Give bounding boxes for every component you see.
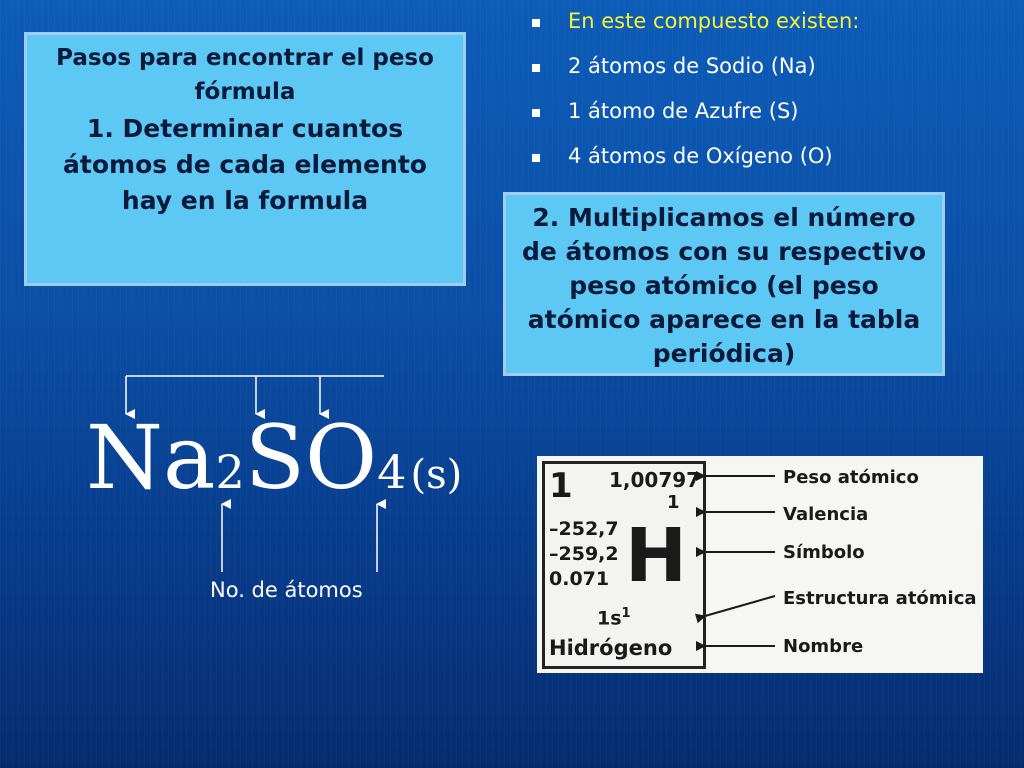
bullet-item: 2 átomos de Sodio (Na) — [530, 55, 859, 78]
atomic-weight: 1,00797 — [609, 468, 701, 492]
formula-na-count: 2 — [215, 445, 245, 499]
card-pointer-arrows — [537, 456, 983, 673]
atoms-label: No. de átomos — [210, 578, 363, 602]
atomic-number: 1 — [549, 466, 573, 506]
pointer-estructura — [705, 596, 775, 616]
formula-state: (s) — [410, 452, 463, 498]
valence: 1 — [667, 492, 680, 513]
bullet-item: En este compuesto existen: — [530, 10, 859, 33]
step-two-text: 2. Multiplicamos el número de átomos con su respectivo peso atómico (el peso atómico aparece en la tabla periódica) — [521, 203, 927, 368]
bullet-item: 4 átomos de Oxígeno (O) — [530, 145, 859, 168]
formula-so: SO — [244, 406, 378, 509]
chemical-formula — [86, 406, 463, 509]
label-peso-atomico: Peso atómico — [783, 467, 919, 488]
boiling-point: –252,7 — [549, 518, 619, 540]
element-card-image — [537, 456, 983, 673]
label-valencia: Valencia — [783, 504, 869, 525]
label-nombre: Nombre — [783, 636, 864, 657]
atomic-structure: $1s^1$ — [597, 606, 631, 630]
element-symbol: H — [625, 513, 687, 599]
bullet-item: 1 átomo de Azufre (S) — [530, 100, 859, 123]
steps-title: Pasos para encontrar el peso fórmula — [56, 45, 434, 105]
density: 0.071 — [549, 568, 610, 590]
element-name: Hidrógeno — [549, 636, 673, 660]
formula-o-count: 4 — [377, 445, 407, 499]
melting-point: –259,2 — [549, 543, 619, 565]
step-one-text: 1. Determinar cuantos átomos de cada elemento hay en la formula — [63, 114, 427, 215]
label-simbolo: Símbolo — [783, 542, 865, 563]
formula-na: Na — [86, 406, 216, 509]
label-estructura: Estructura atómica — [783, 588, 977, 609]
